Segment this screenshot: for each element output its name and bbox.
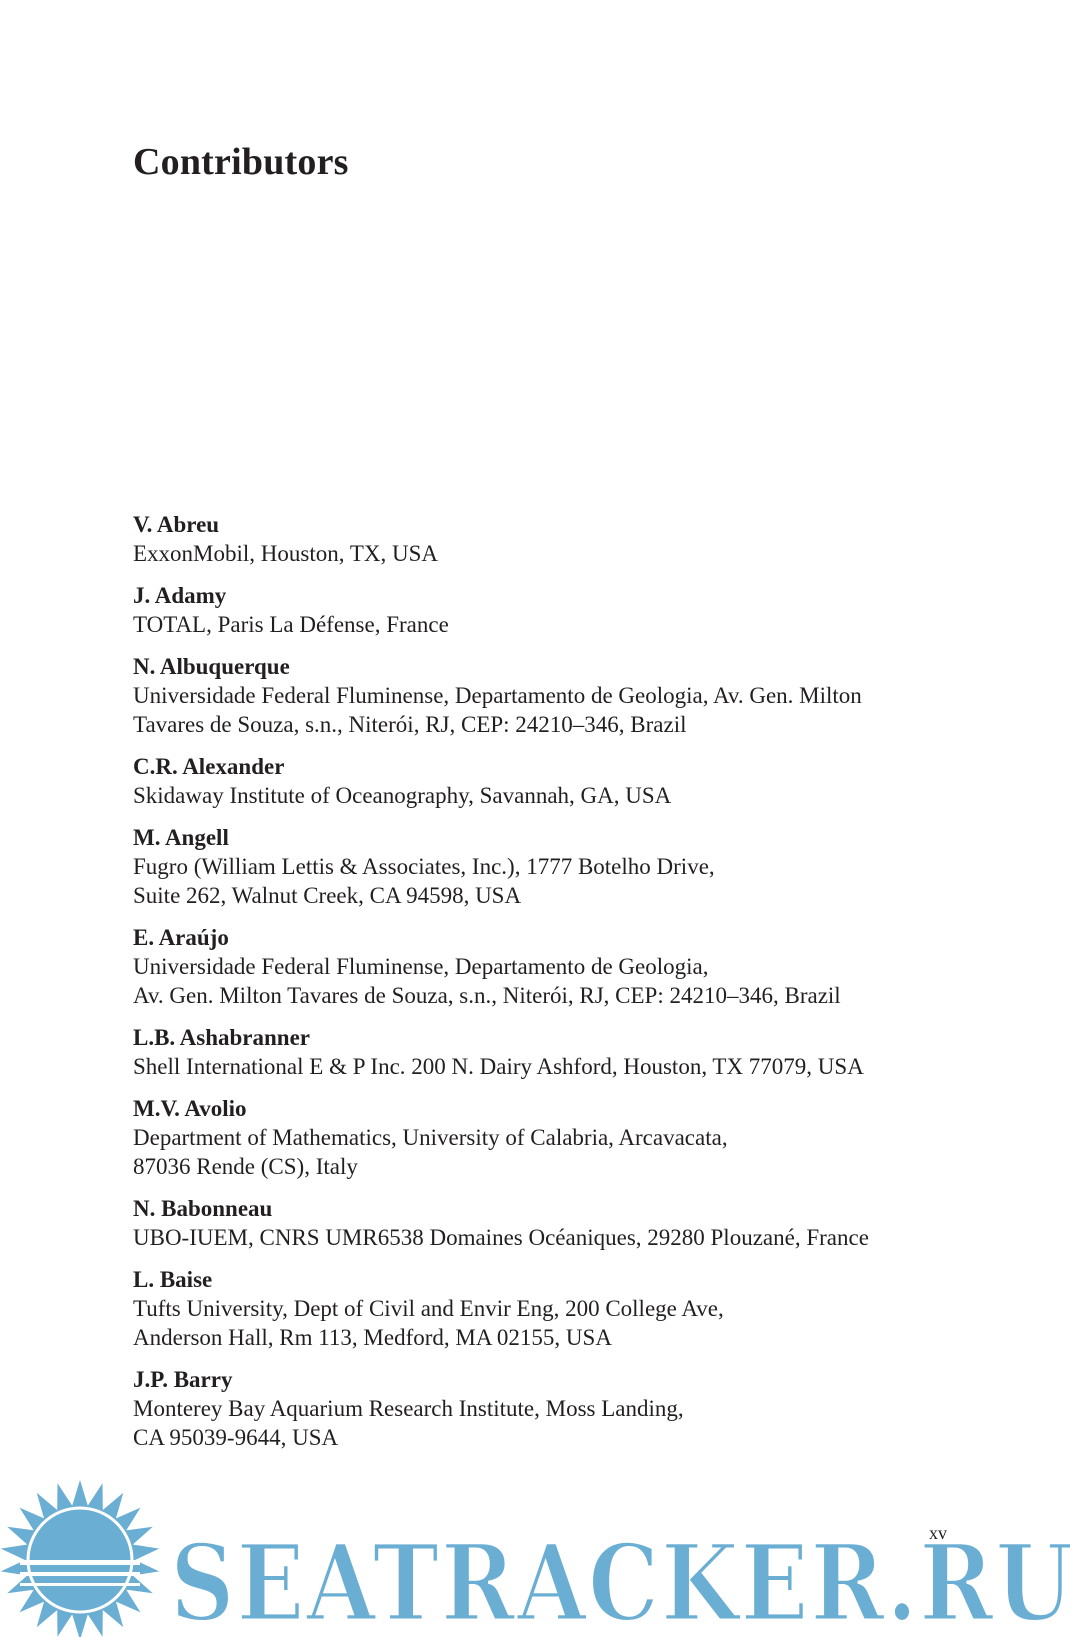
contributor-entry	[133, 652, 1013, 739]
contributor-name: M. Angell	[133, 825, 229, 850]
contributor-entry	[133, 1023, 1013, 1081]
contributor-affiliation-line: UBO-IUEM, CNRS UMR6538 Domaines Océaniques, 29280 Plouzané, France	[133, 1225, 869, 1250]
contributor-name: C.R. Alexander	[133, 754, 285, 779]
watermark	[0, 1480, 1080, 1637]
contributor-entry	[133, 510, 1013, 568]
contributor-entry	[133, 823, 1013, 910]
contributor-affiliation-line: Monterey Bay Aquarium Research Institute, Moss Landing,	[133, 1396, 684, 1421]
contributor-entry	[133, 1094, 1013, 1181]
contributor-name: J. Adamy	[133, 583, 227, 608]
contributor-affiliation-line: Skidaway Institute of Oceanography, Savannah, GA, USA	[133, 783, 672, 808]
contributor-entry	[133, 923, 1013, 1010]
contributor-affiliation-line: Fugro (William Lettis & Associates, Inc.), 1777 Botelho Drive,	[133, 854, 715, 879]
contributor-affiliation-line: Av. Gen. Milton Tavares de Souza, s.n., Niterói, RJ, CEP: 24210–346, Brazil	[133, 983, 841, 1008]
page-number: xv	[929, 1523, 947, 1543]
contributor-name: L.B. Ashabranner	[133, 1025, 311, 1050]
contributor-entry	[133, 1265, 1013, 1352]
contributor-name: E. Araújo	[133, 925, 229, 950]
contributor-name: L. Baise	[133, 1267, 213, 1292]
contributor-entry	[133, 581, 1013, 639]
contributor-affiliation-line: Tufts University, Dept of Civil and Envir Eng, 200 College Ave,	[133, 1296, 724, 1321]
contributor-affiliation-line: CA 95039-9644, USA	[133, 1425, 339, 1450]
contributor-name: M.V. Avolio	[133, 1096, 247, 1121]
contributor-affiliation-line: ExxonMobil, Houston, TX, USA	[133, 541, 438, 566]
contributor-entry	[133, 1365, 1013, 1452]
contributor-affiliation-line: 87036 Rende (CS), Italy	[133, 1154, 358, 1179]
contributor-list	[133, 510, 1013, 1465]
contributor-affiliation-line: TOTAL, Paris La Défense, France	[133, 612, 449, 637]
contributor-affiliation-line: Department of Mathematics, University of Calabria, Arcavacata,	[133, 1125, 728, 1150]
contributor-affiliation-line: Universidade Federal Fluminense, Departamento de Geologia, Av. Gen. Milton	[133, 683, 862, 708]
contributor-affiliation-line: Universidade Federal Fluminense, Departamento de Geologia,	[133, 954, 709, 979]
contributor-name: J.P. Barry	[133, 1367, 233, 1392]
sun-icon	[1, 1480, 159, 1637]
watermark-text: SEATRACKER.RU	[170, 1520, 1075, 1637]
contributor-affiliation-line: Shell International E & P Inc. 200 N. Dairy Ashford, Houston, TX 77079, USA	[133, 1054, 864, 1079]
contributor-name: N. Albuquerque	[133, 654, 290, 679]
contributor-name: V. Abreu	[133, 512, 220, 537]
contributor-entry	[133, 752, 1013, 810]
contributor-affiliation-line: Tavares de Souza, s.n., Niterói, RJ, CEP: 24210–346, Brazil	[133, 712, 687, 737]
contributor-affiliation-line: Anderson Hall, Rm 113, Medford, MA 02155, USA	[133, 1325, 612, 1350]
contributor-entry	[133, 1194, 1013, 1252]
contributor-affiliation-line: Suite 262, Walnut Creek, CA 94598, USA	[133, 883, 522, 908]
contributor-name: N. Babonneau	[133, 1196, 273, 1221]
page-title: Contributors	[133, 141, 349, 183]
